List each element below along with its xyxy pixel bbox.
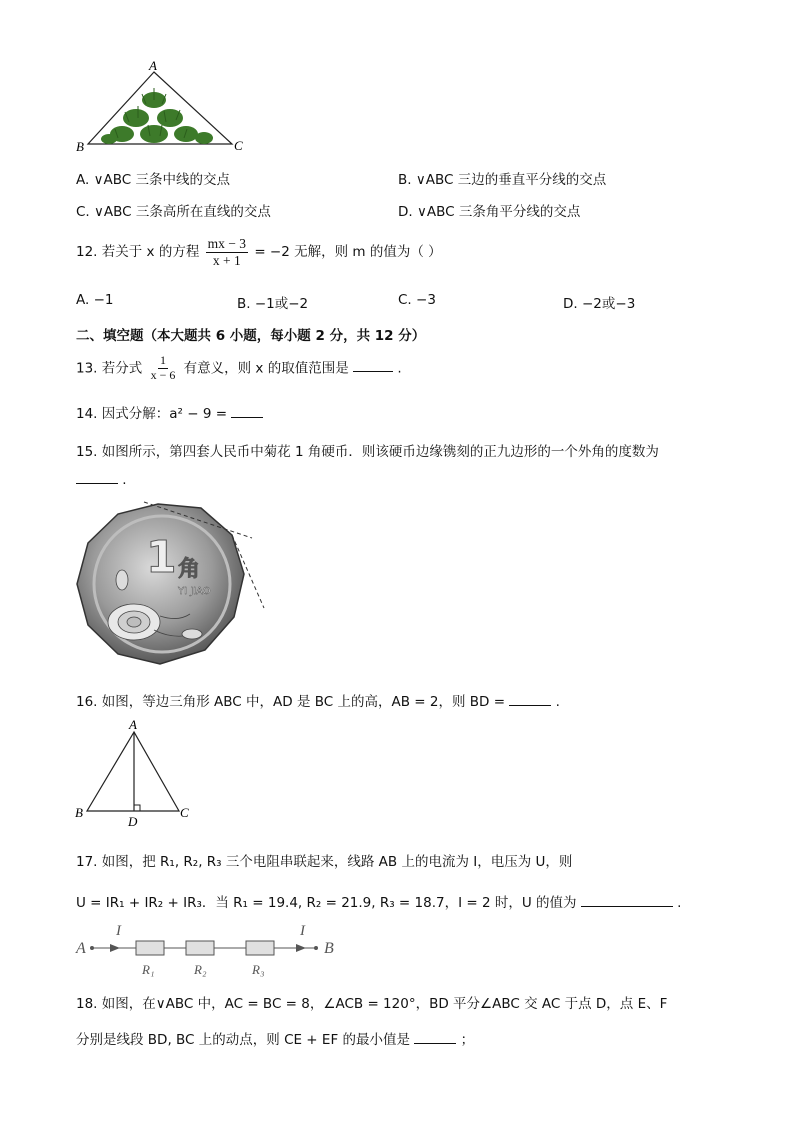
q13-stem: 13. 若分式 $\frac{1}{x - 6}$ 有意义，则 x 的取值范围是 . [76, 353, 402, 382]
q12-fraction: $\frac{mx - 3}{x + 1}$ [207, 236, 247, 268]
q12-option-c[interactable]: C. −3 [398, 292, 436, 308]
q17-answer-blank[interactable] [581, 906, 673, 907]
coin-nonagon [77, 504, 244, 664]
resistor-r2-label: R₂ [194, 962, 207, 977]
coin-pinyin: YI JIAO [178, 586, 211, 597]
q11-option-c[interactable]: C. ∨ABC 三条高所在直线的交点 [76, 204, 271, 220]
endpoint-b-label: B [324, 940, 334, 957]
vertex-a-label: A [149, 60, 157, 73]
q13-answer-blank[interactable] [353, 371, 393, 372]
foot-d-label: D [128, 814, 138, 829]
resistor-r3 [246, 941, 274, 955]
coin-character: 角 [178, 557, 201, 582]
current-arrow-icon [296, 944, 306, 952]
q17-line1: 17. 如图，把 R₁, R₂, R₃ 三个电阻串联起来，线路 AB 上的电流为 I，电压为 U，则 [76, 854, 573, 870]
q15-line2: . [76, 472, 127, 488]
endpoint-a-label: A [76, 940, 86, 957]
q12-option-d[interactable]: D. −2或−3 [563, 296, 636, 312]
q16-stem: 16. 如图，等边三角形 ABC 中，AD 是 BC 上的高，AB = 2，则 BD = . [76, 694, 560, 710]
q12-option-a[interactable]: A. −1 [76, 292, 114, 308]
q14-stem: 14. 因式分解：a² − 9 = [76, 402, 263, 422]
q15-answer-blank[interactable] [76, 483, 118, 484]
resistor-r1 [136, 941, 164, 955]
vertex-c-label: C [234, 138, 243, 153]
q17-line2: U = IR₁ + IR₂ + IR₃．当 R₁ = 19.4, R₂ = 21.9, R₃ = 18.7，I = 2 时，U 的值为 . [76, 895, 682, 911]
triangle-grass-figure [74, 60, 254, 155]
vertex-a-label: A [129, 717, 137, 732]
q18-answer-blank[interactable] [414, 1043, 456, 1044]
q11-option-a[interactable]: A. ∨ABC 三条中线的交点 [76, 172, 230, 188]
coin-figure [74, 498, 274, 673]
q16-answer-blank[interactable] [509, 705, 551, 706]
resistor-r2 [186, 941, 214, 955]
q11-option-d[interactable]: D. ∨ABC 三条角平分线的交点 [398, 204, 581, 220]
q15-line1: 15. 如图所示，第四套人民币中菊花 1 角硬币．则该硬币边缘镌刻的正九边形的一个外角的度数为 [76, 444, 659, 460]
vertex-b-label: B [75, 805, 83, 820]
section-heading: 二、填空题（本大题共 6 小题，每小题 2 分，共 12 分） [76, 328, 426, 344]
equilateral-triangle-figure [74, 716, 204, 831]
vertex-c-label: C [180, 805, 189, 820]
q18-line1: 18. 如图，在∨ABC 中，AC = BC = 8，∠ACB = 120°，BD 平分∠ABC 交 AC 于点 D，点 E、F [76, 996, 668, 1012]
q12-stem: 12. 若关于 x 的方程 $\frac{mx - 3}{x + 1}$ = −2 无解，则 m 的值为（ ） [76, 236, 442, 268]
resistor-r1-label: R₁ [142, 962, 155, 977]
q11-option-b[interactable]: B. ∨ABC 三边的垂直平分线的交点 [398, 172, 607, 188]
q14-answer-blank[interactable] [231, 417, 263, 418]
current-arrow-icon [110, 944, 120, 952]
q13-fraction: $\frac{1}{x - 6}$ [150, 353, 176, 382]
resistor-r3-label: R₃ [252, 962, 265, 977]
q18-line2: 分别是线段 BD, BC 上的动点，则 CE + EF 的最小值是 ； [76, 1032, 475, 1048]
vertex-b-label: B [76, 139, 84, 154]
coin-digit: 1 [146, 532, 177, 583]
circuit-figure [74, 920, 344, 980]
current-label-1: I [116, 923, 121, 939]
q12-option-b[interactable]: B. −1或−2 [237, 296, 309, 312]
current-label-2: I [300, 923, 305, 939]
